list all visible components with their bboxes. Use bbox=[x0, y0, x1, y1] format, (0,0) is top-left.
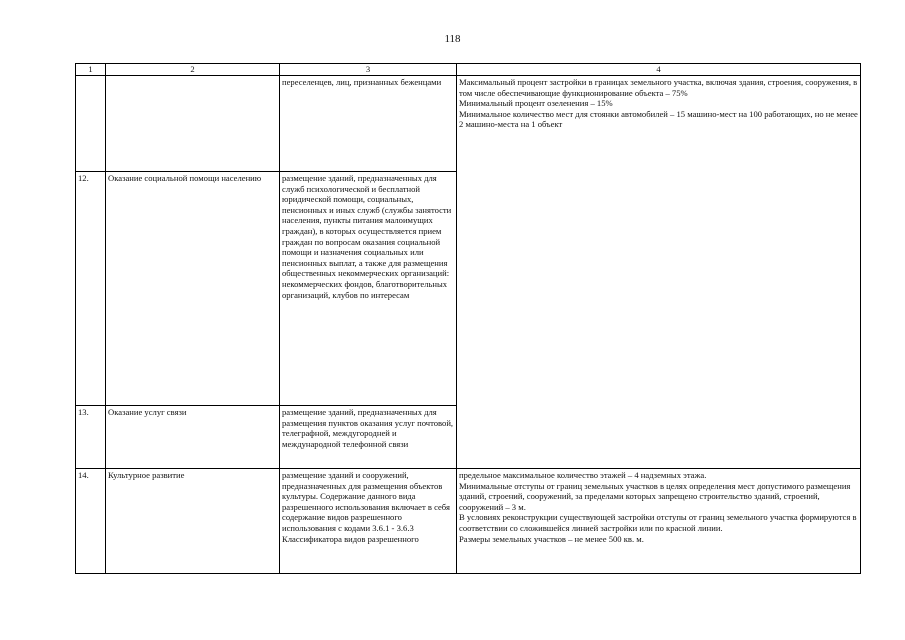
row-number: 12. bbox=[76, 172, 106, 406]
land-use-table bbox=[75, 63, 861, 574]
table-header-row bbox=[76, 64, 861, 76]
use-type-name bbox=[106, 76, 280, 172]
row-number bbox=[76, 76, 106, 172]
use-type-description: размещение зданий, предназначенных для служб психологической и бесплатной юридической помощи, социальных, пенсионных и иных служб (службы занятости населения, пункты питания малоимущих граждан), в которых осуществляется прием граждан по вопросам оказания социальной помощи и назначения социальных или пенсионных выплат, а также для размещения общественных некоммерческих организаций: некоммерческих фондов, благотворительных организаций, клубов по интересам bbox=[280, 172, 457, 406]
row-number: 13. bbox=[76, 406, 106, 469]
building-parameters: предельное максимальное количество этажей – 4 надземных этажа. Минимальные отступы от границ земельных участков в целях определения мест допустимого размещения зданий, строений, сооружений, за пределами которых запрещено строительство зданий, строений, сооружений – 3 м. В условиях реконструкции существующей застройки отступы от границ земельного участка формируются в соответствии со сложившейся линией застройки или по красной линии. Размеры земельных участков – не менее 500 кв. м. bbox=[457, 469, 861, 574]
use-type-name: Оказание услуг связи bbox=[106, 406, 280, 469]
row-number: 14. bbox=[76, 469, 106, 574]
column-header: 2 bbox=[106, 64, 280, 76]
column-header: 4 bbox=[457, 64, 861, 76]
use-type-description: размещение зданий, предназначенных для размещения пунктов оказания услуг почтовой, телеграфной, междугородней и международной телефонной связи bbox=[280, 406, 457, 469]
column-header: 1 bbox=[76, 64, 106, 76]
building-parameters: Максимальный процент застройки в границах земельного участка, включая здания, строения, сооружения, в том числе обеспечивающие функционирование объекта – 75% Минимальный процент озеленения – 15% Минимальное количество мест для стоянки автомобилей – 15 машино-мест на 100 работающих, но не менее 2 машино-места на 1 объект bbox=[457, 76, 861, 469]
use-type-name: Оказание социальной помощи населению bbox=[106, 172, 280, 406]
use-type-description: переселенцев, лиц, признанных беженцами bbox=[280, 76, 457, 172]
use-type-name: Культурное развитие bbox=[106, 469, 280, 574]
use-type-description: размещение зданий и сооружений, предназначенных для размещения объектов культуры. Содержание данного вида разрешенного использования включает в себя содержание видов разрешенного использования с кодами 3.6.1 - 3.6.3 Классификатора видов разрешенного bbox=[280, 469, 457, 574]
table-row bbox=[76, 76, 861, 172]
page-number: 118 bbox=[444, 33, 461, 45]
column-header: 3 bbox=[280, 64, 457, 76]
table-row bbox=[76, 469, 861, 574]
